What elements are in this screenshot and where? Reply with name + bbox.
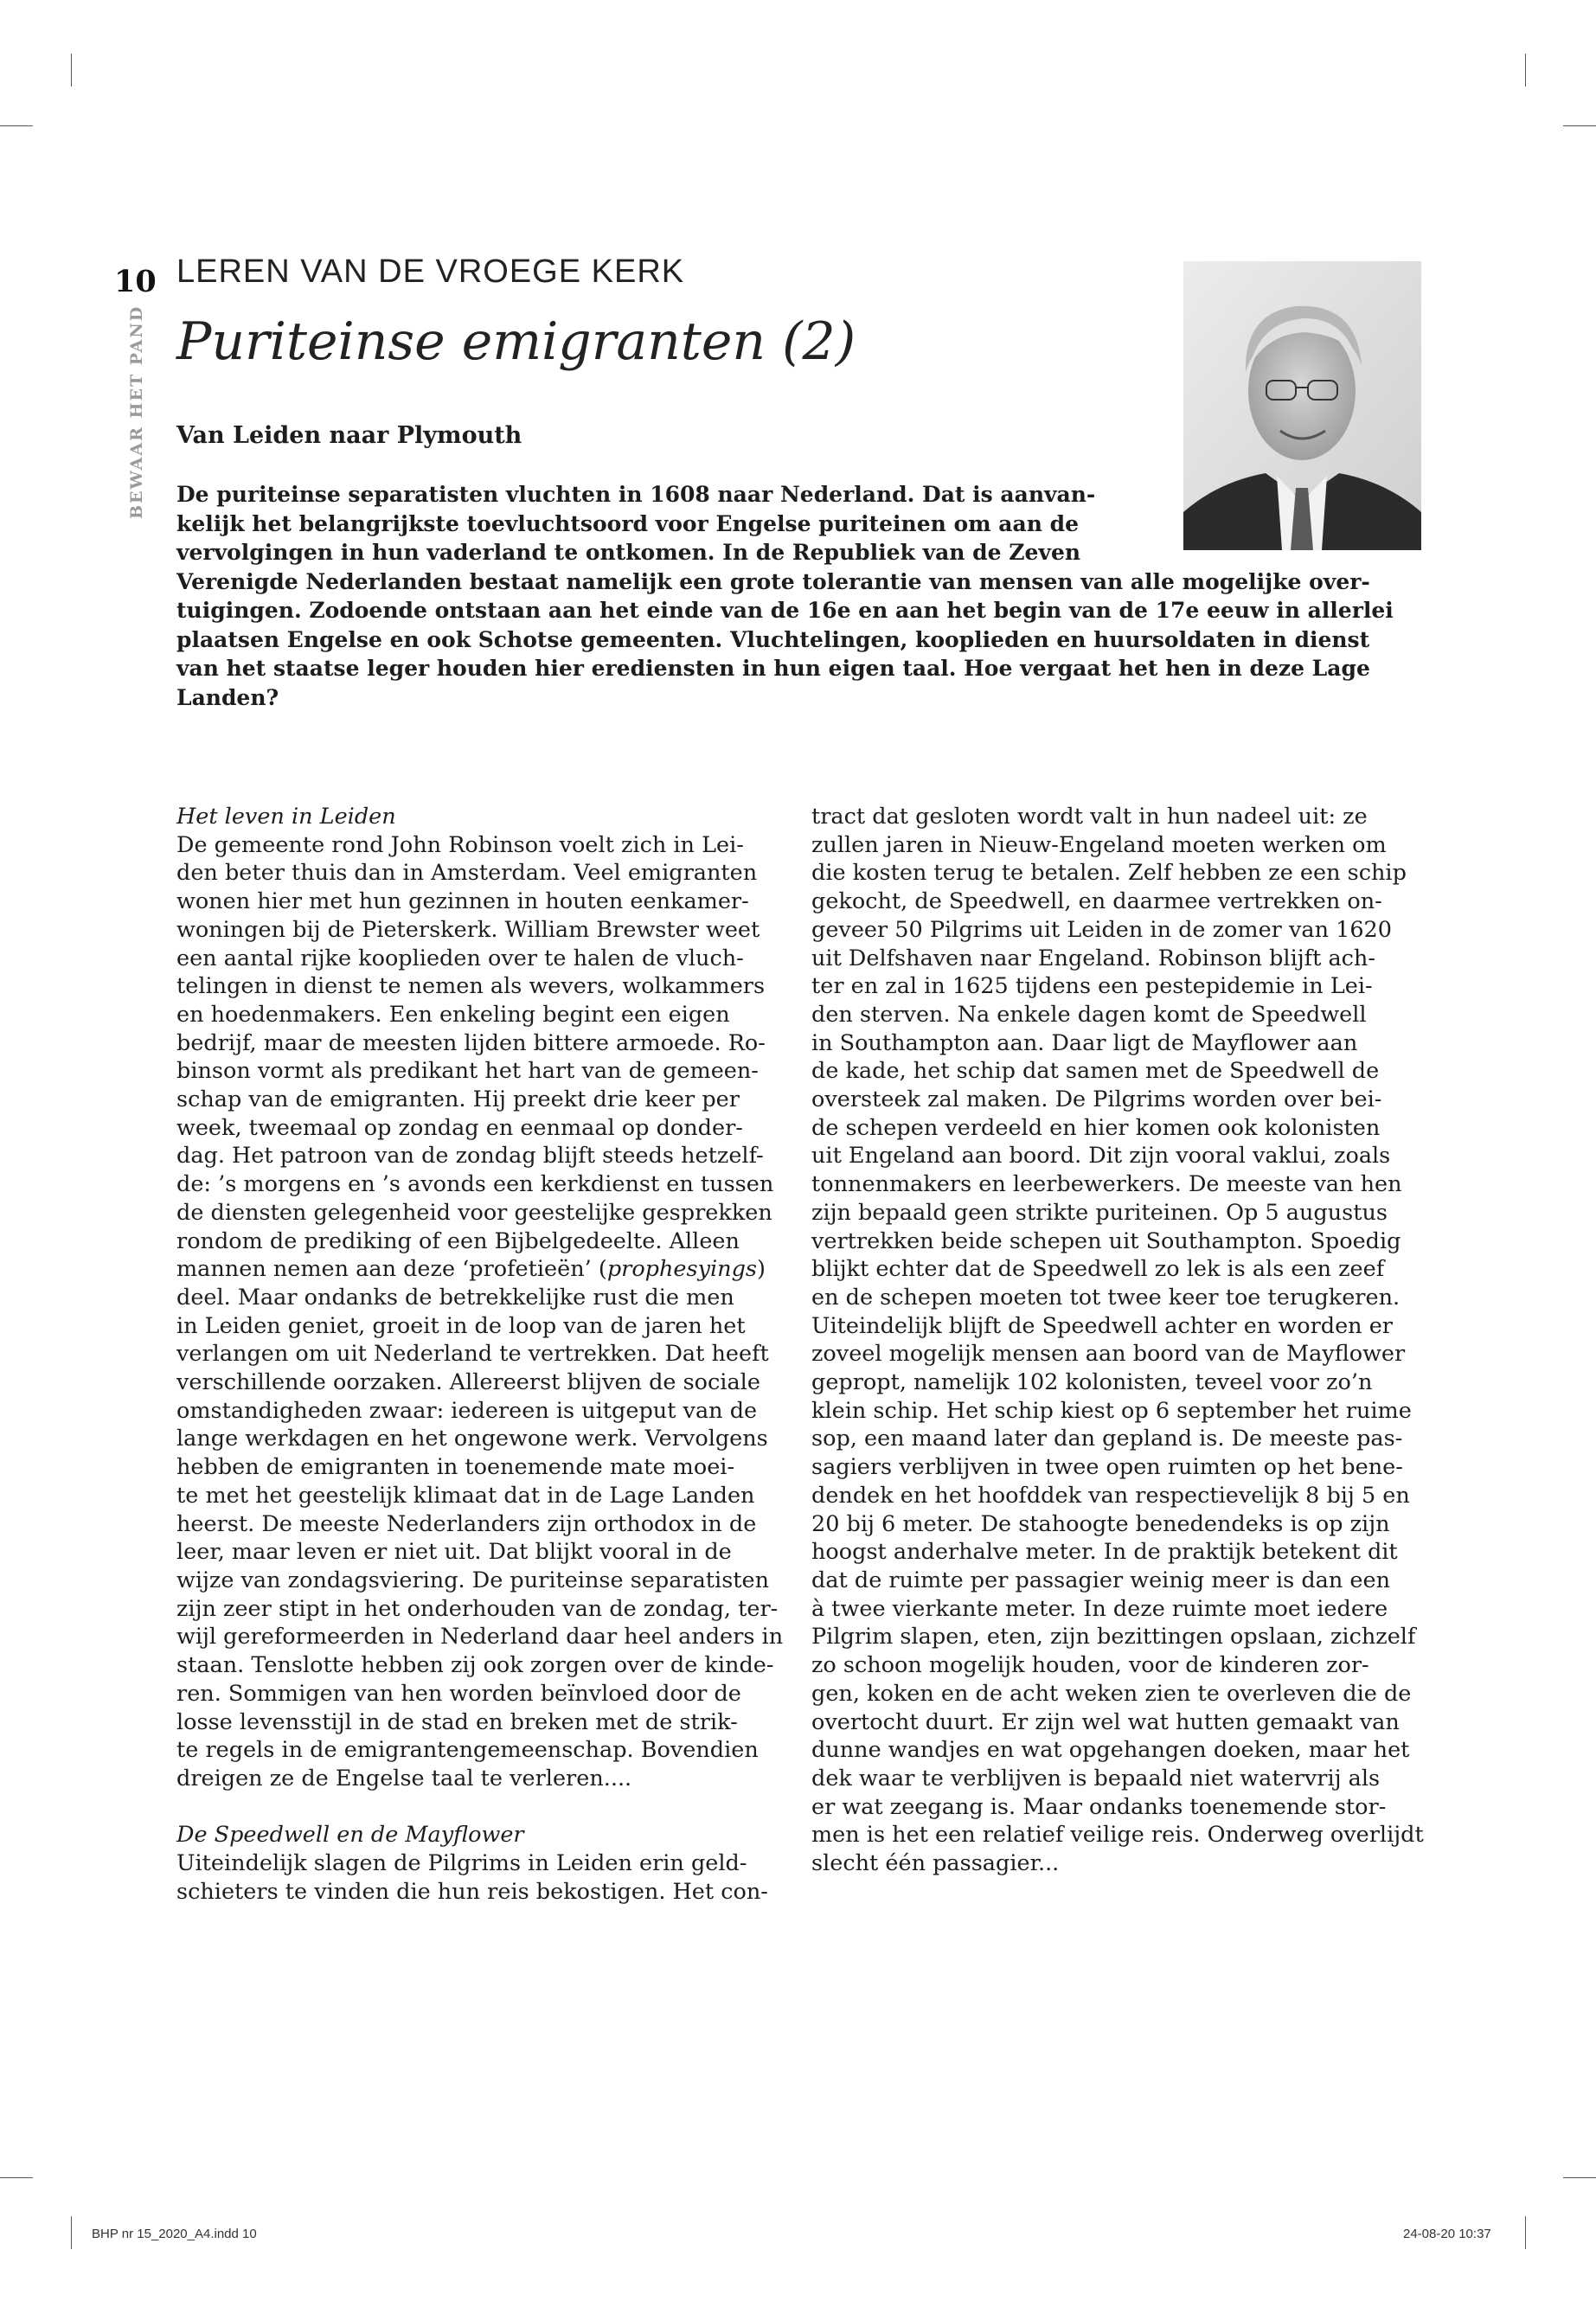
body-line: gepropt, namelijk 102 kolonisten, teveel voor zo’n [811,1369,1373,1396]
body-line: ter en zal in 1625 tijdens een pestepidemie in Lei- [811,973,1373,1000]
body-line: omstandigheden zwaar: iedereen is uitgeput van de [176,1397,758,1424]
body-line: gen, koken en de acht weken zien te overleven die de [811,1680,1412,1707]
body-line: sop, een maand later dan gepland is. De meeste pas- [811,1426,1403,1452]
intro-line: vervolgingen in hun vaderland te ontkomen. In de Republiek van de Zeven [176,540,1081,565]
body-line: hoogst anderhalve meter. In de praktijk betekent dit [811,1539,1398,1566]
body-line: tonnenmakers en leerbewerkers. De meeste van hen [811,1171,1402,1198]
section-heading-speedwell: De Speedwell en de Mayflower [176,1822,524,1849]
intro-line: De puriteinse separatisten vluchten in 1608 naar Nederland. Dat is aanvan- [176,482,1096,507]
body-line: er wat zeegang is. Maar ondanks toenemende stor- [811,1793,1387,1820]
crop-mark-bottom-left-h [0,2177,33,2178]
body-line: men is het een relatief veilige reis. Onderweg overlijdt [811,1822,1424,1849]
intro-line: tuigingen. Zodoende ontstaan aan het einde van de 16e en aan het begin van de 17e eeuw in allerlei [176,598,1394,623]
body-line: en de schepen moeten tot twee keer toe terugkeren. [811,1284,1401,1311]
intro-line: van het staatse leger houden hier erediensten in hun eigen taal. Hoe vergaat het hen in deze Lage [176,656,1370,681]
body-line: dat de ruimte per passagier weinig meer is dan een [811,1567,1391,1593]
crop-mark-top-right-h [1563,125,1596,126]
body-line: zijn zeer stipt in het onderhouden van de zondag, ter- [176,1595,779,1622]
body-line: en hoedenmakers. Een enkeling begint een eigen [176,1001,730,1028]
body-line: de schepen verdeeld en hier komen ook kolonisten [811,1114,1381,1141]
right-column-body [811,803,1424,1878]
body-line: uit Delfshaven naar Engeland. Robinson blijft ach- [811,945,1375,971]
body-line: schap van de emigranten. Hij preekt drie keer per [176,1086,740,1113]
body-line: de kade, het schip dat samen met de Speedwell de [811,1058,1380,1085]
body-line: vertrekken beide schepen uit Southampton. Spoedig [811,1227,1401,1254]
body-line: geveer 50 Pilgrims uit Leiden in de zomer van 1620 [811,916,1393,943]
footer-timestamp: 24-08-20 10:37 [1403,2227,1491,2241]
body-line: Uiteindelijk blijft de Speedwell achter en worden er [811,1312,1393,1339]
intro-paragraph [176,480,1422,712]
body-line: rondom de prediking of een Bijbelgedeelte. Alleen [176,1227,740,1254]
body-line: gekocht, de Speedwell, en daarmee vertrekken on- [811,888,1382,915]
body-line: oversteek zal maken. De Pilgrims worden over bei- [811,1086,1382,1113]
body-line: heerst. De meeste Nederlanders zijn orthodox in de [176,1510,757,1537]
body-line: zo schoon mogelijk houden, voor de kinderen zor- [811,1652,1369,1679]
body-line: ren. Sommigen van hen worden beïnvloed door de [176,1680,741,1707]
body-line: de: ’s morgens en ’s avonds een kerkdienst en tussen [176,1171,774,1198]
section-tag-vertical: BEWAAR HET PAND [127,304,146,519]
body-line: schieters te vinden die hun reis bekostigen. Het con- [176,1878,768,1905]
body-line: De gemeente rond John Robinson voelt zich in Lei- [176,831,744,858]
body-line: de diensten gelegenheid voor geestelijke gesprekken [176,1199,772,1226]
body-line: uit Engeland aan boord. Dit zijn vooral vaklui, zoals [811,1143,1391,1170]
crop-mark-top-right-v [1525,54,1526,87]
body-line: te met het geestelijk klimaat dat in de Lage Landen [176,1482,755,1509]
body-line: slecht één passagier... [811,1850,1060,1877]
body-line: mannen nemen aan deze ‘profetieën’ (prophesyings) [176,1256,766,1283]
body-line: dunne wandjes en wat opgehangen doeken, maar het [811,1737,1410,1764]
body-line: losse levensstijl in de stad en breken met de strik- [176,1708,738,1735]
body-line: deel. Maar ondanks de betrekkelijke rust die men [176,1284,734,1311]
body-line: in Leiden geniet, groeit in de loop van de jaren het [176,1312,746,1339]
body-line: een aantal rijke kooplieden over te halen de vluch- [176,945,744,971]
body-line: blijkt echter dat de Speedwell zo lek is als een zeef [811,1256,1385,1283]
crop-mark-bottom-right-h [1563,2177,1596,2178]
body-line: overtocht duurt. Er zijn wel wat hutten gemaakt van [811,1708,1400,1735]
body-line: te regels in de emigrantengemeenschap. Bovendien [176,1737,759,1764]
body-line: bedrijf, maar de meesten lijden bittere armoede. Ro- [176,1029,766,1056]
body-line: leer, maar leven er niet uit. Dat blijkt vooral in de [176,1539,732,1566]
crop-mark-bottom-right-v [1525,2216,1526,2249]
body-line: woningen bij de Pieterskerk. William Brewster weet [176,916,760,943]
body-line: zijn bepaald geen strikte puriteinen. Op 5 augustus [811,1199,1388,1226]
body-line: lange werkdagen en het ongewone werk. Vervolgens [176,1426,768,1452]
body-line: week, tweemaal op zondag en eenmaal op donder- [176,1114,743,1141]
body-line: dek waar te verblijven is bepaald niet watervrij als [811,1765,1381,1791]
left-section-1-body [176,831,783,1793]
body-line: den sterven. Na enkele dagen komt de Speedwell [811,1001,1367,1028]
intro-line: Verenigde Nederlanden bestaat namelijk een grote tolerantie van mensen van alle mogelijke over- [176,568,1370,594]
crop-mark-bottom-left-v [71,2216,72,2249]
crop-mark-top-left-h [0,125,33,126]
article-title: Puriteinse emigranten (2) [176,311,856,372]
body-line: verlangen om uit Nederland te vertrekken. Dat heeft [176,1341,769,1368]
body-line: zullen jaren in Nieuw-Engeland moeten werken om [811,831,1387,858]
body-line: zoveel mogelijk mensen aan boord van de Mayflower [811,1341,1406,1368]
left-section-2-body [176,1849,783,1906]
body-line: dag. Het patroon van de zondag blijft steeds hetzelf- [176,1143,764,1170]
page-number: 10 [114,264,157,299]
section-kicker: LEREN VAN DE VROEGE KERK [176,253,685,290]
body-line: staan. Tenslotte hebben zij ook zorgen over de kinde- [176,1652,774,1679]
body-line: dendek en het hoofddek van respectievelijk 8 bij 5 en [811,1482,1410,1509]
body-line: hebben de emigranten in toenemende mate moei- [176,1454,735,1481]
footer-file-info: BHP nr 15_2020_A4.indd 10 [92,2227,257,2241]
body-line: Pilgrim slapen, eten, zijn bezittingen opslaan, zichzelf [811,1624,1416,1650]
left-column [176,803,783,1906]
body-line: à twee vierkante meter. In deze ruimte moet iedere [811,1595,1388,1622]
body-line: wijze van zondagsviering. De puriteinse separatisten [176,1567,770,1593]
body-line: dreigen ze de Engelse taal te verleren.... [176,1765,632,1791]
body-line: wijl gereformeerden in Nederland daar heel anders in [176,1624,784,1650]
body-line: klein schip. Het schip kiest op 6 september het ruime [811,1397,1412,1424]
body-line: 20 bij 6 meter. De stahoogte benedendeks is op zijn [811,1510,1390,1537]
intro-line: kelijk het belangrijkste toevluchtsoord voor Engelse puriteinen om aan de [176,510,1079,536]
body-line: Uiteindelijk slagen de Pilgrims in Leiden erin geld- [176,1850,747,1876]
section-heading-leiden: Het leven in Leiden [176,804,396,830]
body-line: in Southampton aan. Daar ligt de Mayflower aan [811,1029,1358,1056]
article-subtitle: Van Leiden naar Plymouth [176,422,522,449]
body-line: verschillende oorzaken. Allereerst blijven de sociale [176,1369,760,1396]
body-line: sagiers verblijven in twee open ruimten op het bene- [811,1454,1403,1481]
body-line: wonen hier met hun gezinnen in houten eenkamer- [176,888,749,915]
italic-term: prophesyings [606,1256,757,1283]
paragraph-gap [176,1793,783,1822]
body-line: tract dat gesloten wordt valt in hun nadeel uit: ze [811,804,1368,830]
body-line: die kosten terug te betalen. Zelf hebben ze een schip [811,860,1407,887]
body-line: den beter thuis dan in Amsterdam. Veel emigranten [176,860,758,887]
intro-line: plaatsen Engelse en ook Schotse gemeenten. Vluchtelingen, kooplieden en huursoldaten in dienst [176,626,1370,652]
body-line: binson vormt als predikant het hart van de gemeen- [176,1058,759,1085]
right-column [811,803,1424,1878]
intro-line: Landen? [176,684,279,710]
crop-mark-top-left-v [71,54,72,87]
body-line: telingen in dienst te nemen als wevers, wolkammers [176,973,766,1000]
